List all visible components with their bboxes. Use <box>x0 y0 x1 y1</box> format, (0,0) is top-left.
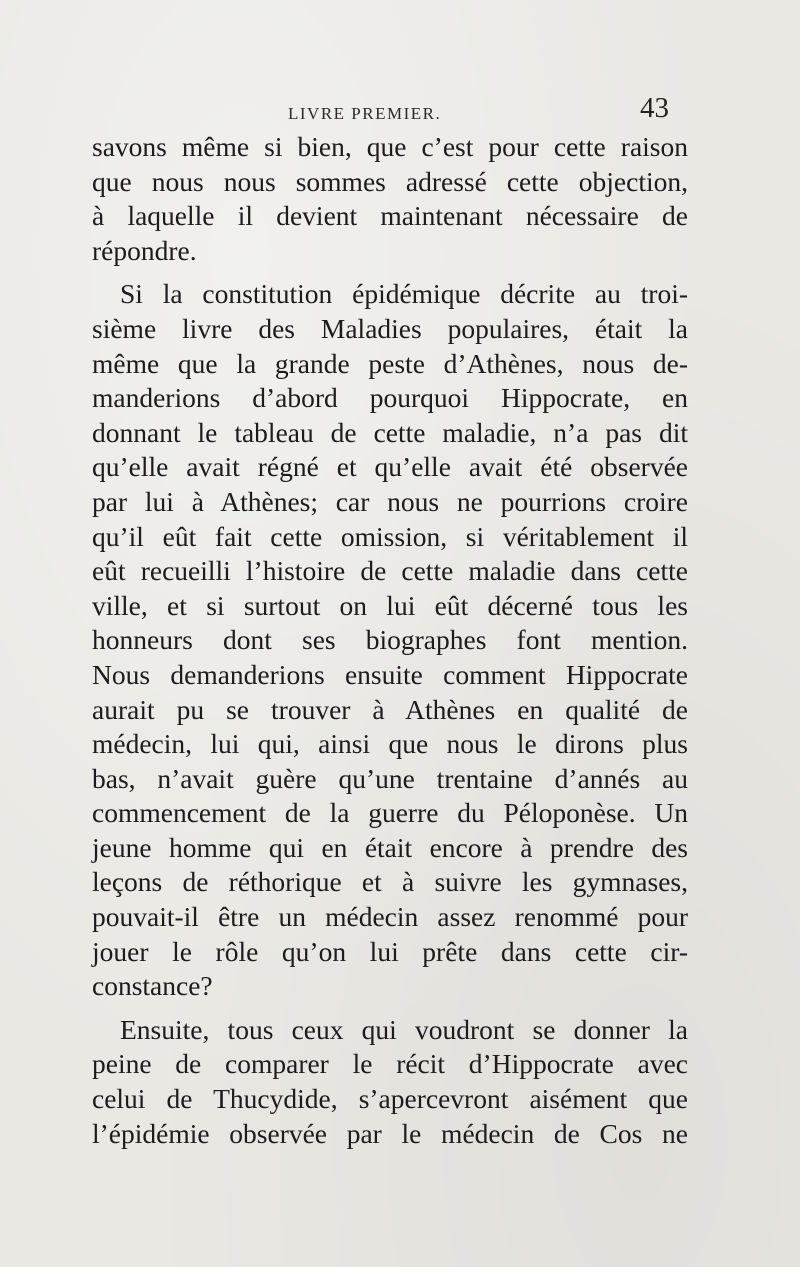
text-line: celui de Thucydide, s’apercevront aisément que <box>92 1083 688 1115</box>
running-head <box>0 92 800 126</box>
running-title: LIVRE PREMIER. <box>288 104 442 123</box>
text-line: ville, et si surtout on lui eût décerné tous les <box>92 589 688 621</box>
text-line: jouer le rôle qu’on lui prête dans cette cir- <box>92 935 688 967</box>
text-line: qu’elle avait régné et qu’elle avait été observée <box>92 451 688 483</box>
text-line: savons même si bien, que c’est pour cette raison <box>92 131 688 162</box>
text-line: que nous nous sommes adressé cette objection, <box>92 165 688 197</box>
page-number: 43 <box>640 92 669 124</box>
text-line: par lui à Athènes; car nous ne pourrions croire <box>92 485 688 517</box>
text-line: honneurs dont ses biographes font mention. <box>92 624 688 656</box>
text-line: commencement de la guerre du Péloponèse. Un <box>92 797 688 829</box>
text-line: même que la grande peste d’Athènes, nous de- <box>92 347 688 379</box>
text-line: bas, n’avait guère qu’une trentaine d’annés au <box>92 762 688 794</box>
text-line: constance? <box>92 970 213 1002</box>
paragraph-epidemic-question <box>92 277 688 1003</box>
text-line: répondre. <box>92 234 197 266</box>
text-line: l’épidémie observée par le médecin de Cos ne <box>92 1117 688 1149</box>
text-line: qu’il eût fait cette omission, si véritablement il <box>92 520 688 552</box>
body-text <box>92 130 688 1151</box>
text-line: leçons de réthorique et à suivre les gymnases, <box>92 866 688 898</box>
text-line: peine de comparer le récit d’Hippocrate avec <box>92 1048 688 1080</box>
text-line: eût recueilli l’histoire de cette maladie dans cette <box>92 555 688 587</box>
text-line: pouvait-il être un médecin assez renommé pour <box>92 901 688 933</box>
paragraph-continuation <box>92 130 688 268</box>
text-line: donnant le tableau de cette maladie, n’a pas dit <box>92 416 688 448</box>
text-line: Nous demanderions ensuite comment Hippocrate <box>92 658 688 690</box>
text-line: manderions d’abord pourquoi Hippocrate, en <box>92 382 688 414</box>
paragraph-comparison <box>92 1013 688 1151</box>
text-line: jeune homme qui en était encore à prendre des <box>92 831 688 863</box>
text-line: Si la constitution épidémique décrite au troi- <box>120 278 688 310</box>
text-line: médecin, lui qui, ainsi que nous le dirons plus <box>92 728 688 760</box>
text-line: à laquelle il devient maintenant nécessaire de <box>92 200 688 232</box>
text-line: Ensuite, tous ceux qui voudront se donner la <box>120 1013 688 1045</box>
text-line: aurait pu se trouver à Athènes en qualité de <box>92 693 688 725</box>
text-line: sième livre des Maladies populaires, était la <box>92 312 688 344</box>
